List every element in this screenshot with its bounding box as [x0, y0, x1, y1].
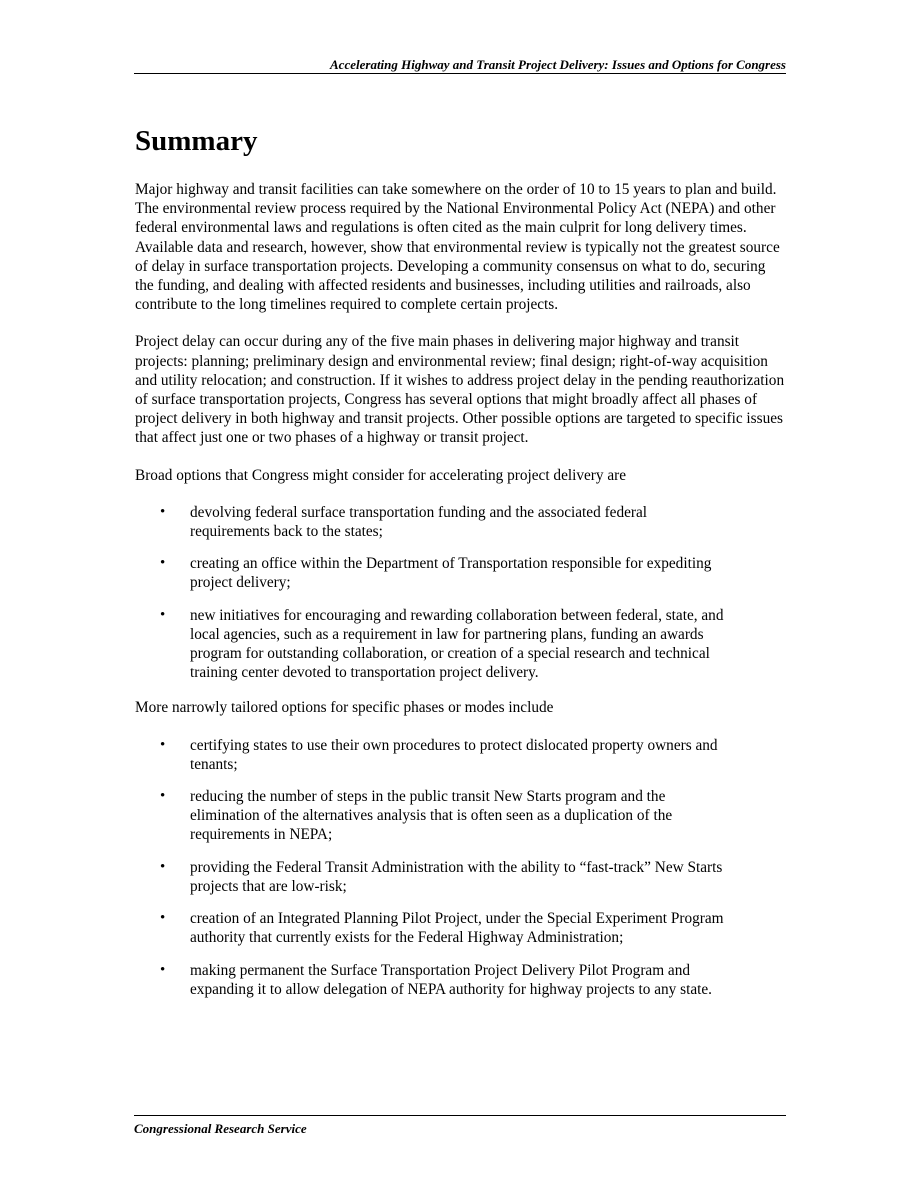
summary-paragraph-1: Major highway and transit facilities can take somewhere on the order of 10 to 15 years to plan and build. The environmental review process required by the National Environmental Policy Act (NEPA) and other federal environmental laws and regulations is often cited as the main culprit for long delivery times. Available data and research, however, show that environmental review is typically not the greatest source of delay in surface transportation projects. Developing a community consensus on what to do, securing the funding, and dealing with affected residents and businesses, including utilities and railroads, also contribute to the long timelines required to complete certain projects. [135, 181, 780, 314]
narrow-options-list [135, 736, 787, 999]
summary-paragraph-2: Project delay can occur during any of the five main phases in delivering major highway and transit projects: planning; preliminary design and environmental review; final design; right-of-way acquisition and utility relocation; and construction. If it wishes to address project delay in the pending reauthorization of surface transportation projects, Congress has several options that might broadly affect all phases of project delivery in both highway and transit projects. Other possible options are targeted to specific issues that affect just one or two phases of a highway or transit project. [135, 333, 785, 447]
page-title: Summary [135, 125, 258, 157]
list-item [135, 736, 730, 774]
summary-section [135, 122, 787, 1015]
bullet-icon: • [160, 606, 166, 623]
list-item-text: providing the Federal Transit Administration with the ability to “fast-track” New Starts projects that are low-risk; [190, 858, 723, 895]
bullet-icon: • [160, 910, 166, 927]
narrow-options-intro: More narrowly tailored options for specific phases or modes include [135, 699, 554, 717]
bullet-icon: • [160, 555, 166, 572]
list-item-text: certifying states to use their own procedures to protect dislocated property owners and tenants; [190, 736, 718, 773]
list-item-text: reducing the number of steps in the public transit New Starts program and the elimination of the alternatives analysis that is often seen as a duplication of the requirements in NEPA; [190, 788, 673, 844]
list-item [135, 606, 730, 683]
list-item-text: making permanent the Surface Transportation Project Delivery Pilot Program and expanding it to allow delegation of NEPA authority for highway projects to any state. [190, 961, 712, 998]
running-header: Accelerating Highway and Transit Project Delivery: Issues and Options for Congress [134, 57, 786, 74]
list-item [135, 554, 730, 592]
list-item-text: devolving federal surface transportation funding and the associated federal requirements back to the states; [190, 503, 648, 541]
list-item-text: creating an office within the Department of Transportation responsible for expediting project delivery; [190, 555, 712, 592]
broad-options-intro: Broad options that Congress might consider for accelerating project delivery are [135, 466, 627, 484]
page-footer: Congressional Research Service [134, 1115, 786, 1137]
list-item-text: new initiatives for encouraging and rewarding collaboration between federal, state, and local agencies, such as a requirement in law for partnering plans, funding an awards program for outstanding collaboration, or creation of a special research and technical training center devoted to transportation project delivery. [190, 606, 724, 682]
list-item [135, 909, 730, 947]
list-item [135, 961, 730, 999]
bullet-icon: • [160, 961, 166, 978]
list-item [135, 503, 730, 541]
list-item [135, 858, 730, 896]
bullet-icon: • [160, 858, 166, 875]
broad-options-list [135, 503, 787, 683]
list-item-text: creation of an Integrated Planning Pilot Project, under the Special Experiment Program authority that currently exists for the Federal Highway Administration; [190, 910, 724, 947]
list-item [135, 787, 730, 845]
bullet-icon: • [160, 503, 166, 520]
bullet-icon: • [160, 788, 166, 805]
bullet-icon: • [160, 736, 166, 753]
